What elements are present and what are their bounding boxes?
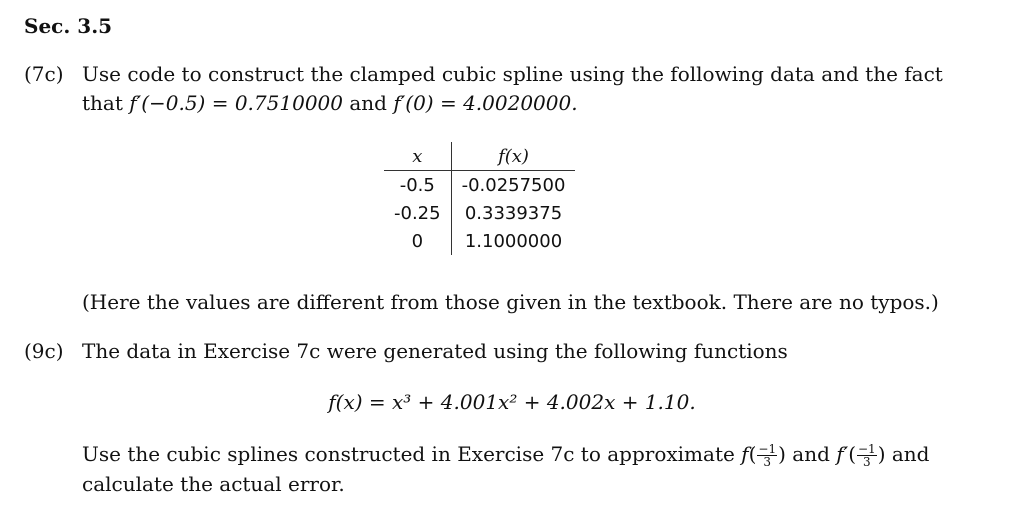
cell-x: -0.5 <box>384 171 451 200</box>
fraction-neg-one-third <box>757 443 777 468</box>
exercise-7c-label: (7c) <box>24 62 64 86</box>
and-word: and <box>343 91 394 115</box>
fraction-neg-one-third <box>857 443 877 468</box>
line3-tail: and <box>885 442 930 466</box>
section-heading: Sec. 3.5 <box>24 14 113 38</box>
fraction-denominator: 3 <box>763 455 772 469</box>
exercise-9c-line4: calculate the actual error. <box>82 472 345 496</box>
exercise-7c-line2 <box>82 89 578 118</box>
table-row <box>384 227 575 255</box>
derivative-condition-left: f′(−0.5) = 0.7510000 <box>129 91 343 115</box>
table-row <box>384 171 575 200</box>
exercise-7c-line1: Use code to construct the clamped cubic spline using the following data and the fact <box>82 62 943 86</box>
cell-fx: -0.0257500 <box>461 174 566 196</box>
fraction-numerator: −1 <box>758 442 777 456</box>
function-formula: f(x) = x³ + 4.001x² + 4.002x + 1.10. <box>328 390 696 414</box>
function-name: f <box>741 442 749 466</box>
table-row <box>384 199 575 227</box>
cell-x: -0.25 <box>384 199 451 227</box>
fraction-denominator: 3 <box>863 455 871 469</box>
cell-fx: 1.1000000 <box>464 230 563 252</box>
spline-data-table <box>384 142 575 255</box>
cell-x: 0 <box>384 227 451 255</box>
column-header-x: x <box>384 142 451 171</box>
column-header-fx: f(x) <box>451 142 575 171</box>
line2-prefix: that <box>82 91 130 115</box>
cell-fx: 0.3339375 <box>464 202 563 224</box>
line3-prefix: Use the cubic splines constructed in Exercise 7c to approximate <box>82 442 742 466</box>
exercise-9c-line1: The data in Exercise 7c were generated using the following functions <box>82 339 788 363</box>
derivative-name: f′ <box>836 442 849 466</box>
exercise-9c-label: (9c) <box>24 339 64 363</box>
derivative-condition-right: f′(0) = 4.0020000. <box>393 91 578 115</box>
fraction-numerator: −1 <box>858 442 876 456</box>
exercise-9c-line3: Use the cubic splines constructed in Exercise 7c to approximate f( $\frac{-1}{3}$ ) and f′( $\frac{-1}{3}$ ) and <box>82 442 930 469</box>
note-text: (Here the values are different from those given in the textbook. There are no typos.) <box>82 290 939 314</box>
and-word: and <box>785 442 837 466</box>
table-header-row <box>384 142 575 171</box>
